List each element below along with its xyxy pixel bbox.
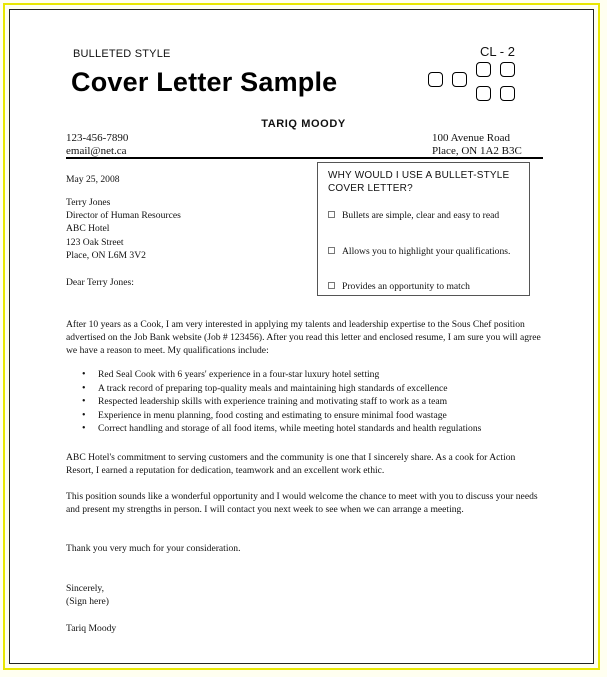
closing-block: [66, 582, 109, 608]
signature-placeholder: (Sign here): [66, 596, 109, 607]
sender-name: TARIQ MOODY: [261, 118, 346, 130]
checkbox-icon: [328, 211, 335, 218]
signer-name: Tariq Moody: [66, 623, 117, 634]
checkbox-icon: [328, 247, 335, 254]
intro-paragraph: After 10 years as a Cook, I am very interested in applying my talents and leadership expertise to the Sous Chef position advertised on the Job Bank website (Job # 123456). After you read this letter and enclosed resume, I am sure you will agree we have a reason to meet. My qualifications include:: [66, 319, 541, 356]
square-icon: [452, 72, 467, 87]
sender-phone: 123-456-7890: [66, 132, 129, 144]
letter-date: May 25, 2008: [66, 174, 120, 185]
thanks-paragraph: Thank you very much for your consideration.: [66, 543, 241, 554]
sidebar-item: [328, 245, 523, 258]
square-icon: [500, 86, 515, 101]
recipient-line: Place, ON L6M 3V2: [66, 249, 146, 261]
square-icon: [476, 62, 491, 77]
sidebar-item-text: Provides an opportunity to match: [342, 281, 470, 292]
document-title: Cover Letter Sample: [71, 67, 338, 97]
qualifications-list: [82, 368, 481, 436]
sidebar-item-text: Bullets are simple, clear and easy to read: [342, 210, 500, 221]
square-icon: [500, 62, 515, 77]
recipient-line: Director of Human Resources: [66, 210, 181, 222]
sender-city: Place, ON 1A2 B3C: [432, 145, 522, 157]
square-icon: [428, 72, 443, 87]
sidebar-item: [328, 280, 523, 293]
list-item: • A track record of preparing top-quality meals and maintaining high standards of excellence: [82, 382, 481, 396]
salutation: Dear Terry Jones:: [66, 277, 134, 288]
list-item: • Experience in menu planning, food costing and estimating to ensure minimal food wastage: [82, 409, 481, 423]
sender-street: 100 Avenue Road: [432, 132, 511, 144]
sender-email: email@net.ca: [66, 145, 127, 157]
sidebar-item: [328, 209, 523, 222]
sidebar-item-text: Allows you to highlight your qualifications.: [342, 246, 511, 257]
list-item: • Red Seal Cook with 6 years' experience in a four-star luxury hotel setting: [82, 368, 481, 382]
recipient-address: [66, 196, 181, 262]
recipient-line: 123 Oak Street: [66, 236, 124, 248]
recipient-line: ABC Hotel: [66, 223, 110, 235]
opportunity-paragraph: This position sounds like a wonderful opportunity and I would welcome the chance to meet with you to discuss your needs and present my strengths in person. I will contact you next week to see when we can arrange a meeting.: [66, 491, 538, 515]
square-icon: [476, 86, 491, 101]
sidebar-box: [317, 162, 530, 296]
closing-text: Sincerely,: [66, 583, 105, 594]
style-label: BULLETED STYLE: [73, 48, 171, 60]
checkbox-icon: [328, 282, 335, 289]
sidebar-title: WHY WOULD I USE A BULLET-STYLE COVER LETTER?: [328, 170, 510, 194]
recipient-line: Terry Jones: [66, 197, 111, 208]
document-code: CL - 2: [480, 44, 515, 59]
list-item: • Correct handling and storage of all food items, while meeting hotel standards and health regulations: [82, 422, 481, 436]
list-item: • Respected leadership skills with experience training and motivating staff to work as a team: [82, 395, 481, 409]
header-divider: [66, 157, 543, 159]
commitment-paragraph: ABC Hotel's commitment to serving customers and the community is one that I sincerely share. As a cook for Action Resort, I earned a reputation for dedication, teamwork and an excellent work ethic.: [66, 452, 516, 476]
